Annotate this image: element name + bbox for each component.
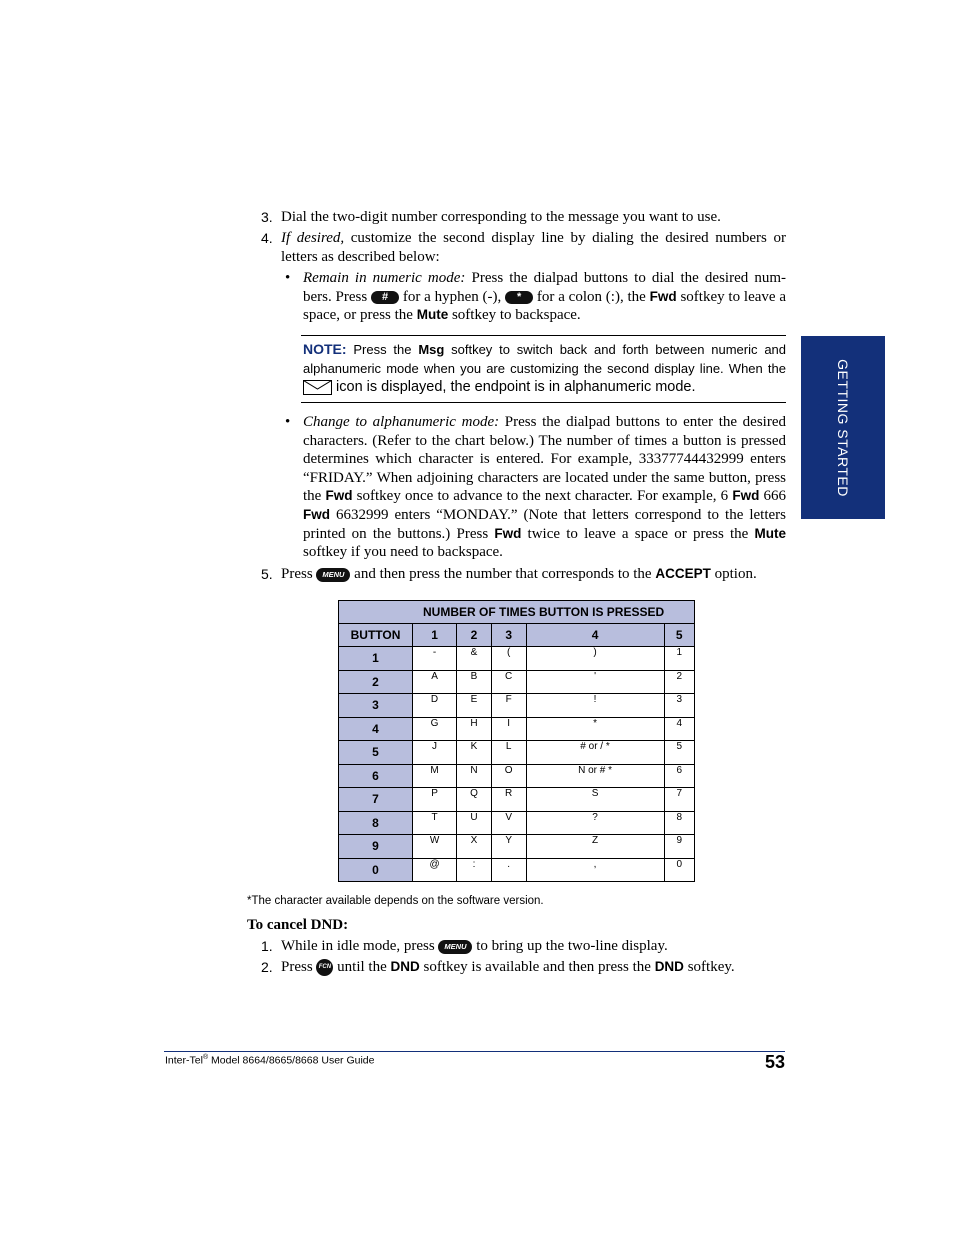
table-cell: I [491,717,526,741]
table-row [339,694,695,718]
table-cell: @ [413,858,457,882]
table-header-row [339,624,695,647]
table-cell: G [413,717,457,741]
table-row [339,741,695,765]
table-cell: V [491,811,526,835]
table-cell: 7 [664,788,694,812]
table-cell: P [413,788,457,812]
table-header-cell: 3 [491,624,526,647]
cancel-step-1-text: While in idle mode, press MENU to bring up the two-line display. [281,938,668,954]
step-4-text: If desired, customize the second display line by dialing the desired numbers or letters as described below: [281,230,786,265]
table-cell: 8 [339,811,413,835]
page-number: 53 [764,1052,785,1072]
table-row [339,717,695,741]
table-cell: A [413,670,457,694]
table-cell: 5 [664,741,694,765]
table-cell: 0 [339,858,413,882]
step-4-number: 4. [261,230,273,246]
step-3-number: 3. [261,209,273,225]
table-cell: W [413,835,457,859]
step-5-number: 5. [261,566,273,582]
table-cell: ? [526,811,664,835]
bullet-2-mark: • [285,414,291,430]
footer-rule [164,1051,785,1052]
table-cell: # or / * [526,741,664,765]
section-tab [801,336,885,519]
table-cell: 2 [339,670,413,694]
table-cell: ! [526,694,664,718]
table-cell: * [526,717,664,741]
table-cell: : [457,858,492,882]
table-cell: 7 [339,788,413,812]
table-cell: , [526,858,664,882]
table-cell: B [457,670,492,694]
table-cell: Z [526,835,664,859]
section-tab-label: GETTING STARTED [835,358,851,497]
table-row [339,764,695,788]
table-title: NUMBER OF TIMES BUTTON IS PRESSED [339,601,695,624]
table-row [339,858,695,882]
table-cell: D [413,694,457,718]
table-cell: 1 [339,647,413,671]
note-top-rule [301,335,786,336]
cancel-step-2-number: 2. [261,959,273,975]
table-cell: 4 [339,717,413,741]
step-5-text: Press MENU and then press the number that corresponds to the ACCEPT option. [281,566,757,582]
table-cell: ( [491,647,526,671]
table-cell: R [491,788,526,812]
table-cell: Q [457,788,492,812]
table-cell: 3 [664,694,694,718]
note-bottom-rule [301,402,786,403]
table-cell: H [457,717,492,741]
cancel-step-2-text: Press FCN until the DND softkey is available and then press the DND softkey. [281,959,735,975]
table-cell: S [526,788,664,812]
table-cell: L [491,741,526,765]
star-key-icon: * [505,291,533,304]
table-cell: O [491,764,526,788]
table-cell: 8 [664,811,694,835]
bullet-2-text: Change to alphanumeric mode: Press the dialpad buttons to enter the desired characters. (Refer to the chart below.) The number of times a button is pressed determines which character is entered. For example, 33377744432999 enters “FRIDAY.” When adjoining characters are located under the same button, press the Fwd softkey once to advance to the next character. For example, 6 Fwd 666 Fwd 6632999 enters “MONDAY.” (Note that letters correspond to the letters printed on the buttons.) Press Fwd twice to leave a space or press the Mute softkey if you need to backspace. [303,414,787,561]
table-header-cell: 1 [413,624,457,647]
table-footnote: *The character available depends on the software version. [247,895,544,907]
footer-title: Inter-Tel® Model 8664/8665/8668 User Guide [165,1054,375,1067]
table-cell: 5 [339,741,413,765]
table-cell: 2 [664,670,694,694]
table-cell: K [457,741,492,765]
menu-key-icon: MENU [438,940,472,954]
cancel-dnd-heading: To cancel DND: [247,917,349,933]
table-cell: ' [526,670,664,694]
table-row [339,811,695,835]
table-cell: 3 [339,694,413,718]
table-cell: M [413,764,457,788]
table-cell: U [457,811,492,835]
table-cell: F [491,694,526,718]
table-row [339,788,695,812]
table-cell: 0 [664,858,694,882]
table-title-row [339,601,695,624]
fcn-key-icon: FCN [316,959,333,976]
table-cell: & [457,647,492,671]
envelope-icon [303,380,332,395]
table-cell: X [457,835,492,859]
character-table [338,600,695,882]
table-header-cell: 2 [457,624,492,647]
table-cell: 6 [339,764,413,788]
table-cell: ) [526,647,664,671]
table-cell: 1 [664,647,694,671]
table-cell: Y [491,835,526,859]
hash-key-icon: # [371,291,399,304]
table-header-cell: 5 [664,624,694,647]
table-cell: . [491,858,526,882]
table-cell: T [413,811,457,835]
table-cell: E [457,694,492,718]
table-cell: J [413,741,457,765]
bullet-1-text: Remain in numeric mode: Press the dialpad buttons to dial the desired num-bers. Press # for a hyphen (-), * for a colon (:), the Fwd softkey to leave a space, or press the Mute softkey to backspace. [303,270,787,324]
note-label: NOTE: [303,341,347,357]
table-header-cell: 4 [526,624,664,647]
table-header-cell: BUTTON [339,624,413,647]
bullet-1-mark: • [285,270,291,286]
table-cell: - [413,647,457,671]
cancel-step-1-number: 1. [261,938,273,954]
table-cell: N or # * [526,764,664,788]
table-row [339,647,695,671]
menu-key-icon: MENU [316,568,350,582]
note-text: NOTE: Press the Msg softkey to switch back and forth between numeric and alphanumeric mode when you are customizing the second display line. When the icon is displayed, the endpoint is in alphanumeric mode. [303,341,787,395]
table-cell: 9 [339,835,413,859]
table-cell: C [491,670,526,694]
table-cell: N [457,764,492,788]
table-row [339,835,695,859]
table-cell: 6 [664,764,694,788]
table-cell: 4 [664,717,694,741]
table-cell: 9 [664,835,694,859]
table-row [339,670,695,694]
step-3-text: Dial the two-digit number corresponding to the message you want to use. [281,209,721,225]
